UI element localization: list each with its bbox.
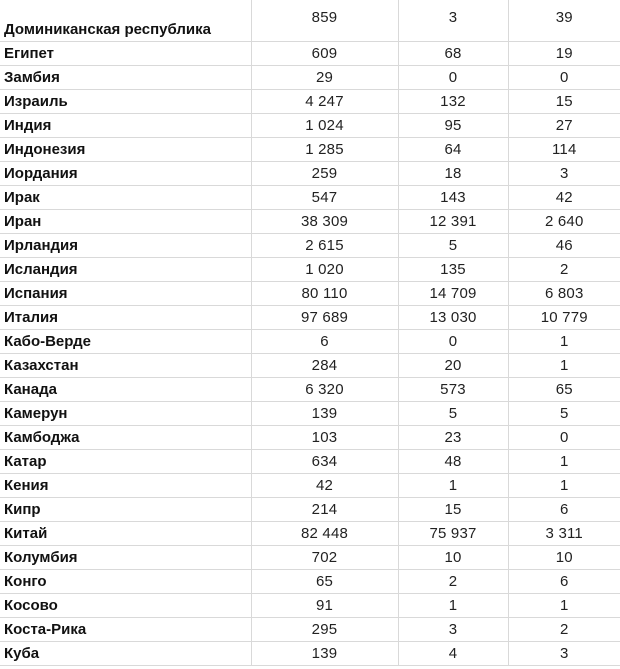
cases-cell: 139	[251, 402, 398, 426]
cases-cell: 609	[251, 42, 398, 66]
cases-cell: 214	[251, 498, 398, 522]
country-name-cell: Израиль	[0, 90, 251, 114]
table-row	[0, 642, 620, 666]
deaths-cell: 3 311	[508, 522, 620, 546]
recovered-cell: 573	[398, 378, 508, 402]
country-name-cell: Кабо-Верде	[0, 330, 251, 354]
table-row	[0, 402, 620, 426]
deaths-cell: 5	[508, 402, 620, 426]
table-row	[0, 282, 620, 306]
country-name-cell: Испания	[0, 282, 251, 306]
country-name-cell: Кипр	[0, 498, 251, 522]
recovered-cell: 13 030	[398, 306, 508, 330]
table-row	[0, 0, 620, 42]
table-row	[0, 114, 620, 138]
cases-cell: 859	[251, 0, 398, 42]
recovered-cell: 0	[398, 330, 508, 354]
cases-cell: 29	[251, 66, 398, 90]
recovered-cell: 64	[398, 138, 508, 162]
deaths-cell: 1	[508, 330, 620, 354]
cases-cell: 139	[251, 642, 398, 666]
cases-cell: 1 285	[251, 138, 398, 162]
recovered-cell: 132	[398, 90, 508, 114]
recovered-cell: 0	[398, 66, 508, 90]
recovered-cell: 48	[398, 450, 508, 474]
table-row	[0, 90, 620, 114]
recovered-cell: 143	[398, 186, 508, 210]
deaths-cell: 1	[508, 354, 620, 378]
country-name-cell: Катар	[0, 450, 251, 474]
deaths-cell: 10	[508, 546, 620, 570]
recovered-cell: 5	[398, 402, 508, 426]
deaths-cell: 3	[508, 162, 620, 186]
deaths-cell: 1	[508, 474, 620, 498]
table-row	[0, 426, 620, 450]
cases-cell: 295	[251, 618, 398, 642]
cases-cell: 634	[251, 450, 398, 474]
country-name-cell: Косово	[0, 594, 251, 618]
table-row	[0, 354, 620, 378]
recovered-cell: 1	[398, 474, 508, 498]
cases-cell: 38 309	[251, 210, 398, 234]
recovered-cell: 3	[398, 618, 508, 642]
deaths-cell: 65	[508, 378, 620, 402]
table-row	[0, 330, 620, 354]
cases-cell: 1 024	[251, 114, 398, 138]
cases-cell: 42	[251, 474, 398, 498]
recovered-cell: 75 937	[398, 522, 508, 546]
recovered-cell: 23	[398, 426, 508, 450]
table-row	[0, 498, 620, 522]
country-name-cell: Ирак	[0, 186, 251, 210]
deaths-cell: 6 803	[508, 282, 620, 306]
country-name-cell: Иран	[0, 210, 251, 234]
recovered-cell: 2	[398, 570, 508, 594]
cases-cell: 2 615	[251, 234, 398, 258]
table-row	[0, 618, 620, 642]
table-row	[0, 66, 620, 90]
country-name-cell: Замбия	[0, 66, 251, 90]
country-name-cell: Индия	[0, 114, 251, 138]
table-row	[0, 42, 620, 66]
recovered-cell: 4	[398, 642, 508, 666]
deaths-cell: 0	[508, 66, 620, 90]
cases-cell: 6 320	[251, 378, 398, 402]
cases-cell: 82 448	[251, 522, 398, 546]
cases-cell: 4 247	[251, 90, 398, 114]
cases-cell: 97 689	[251, 306, 398, 330]
cases-cell: 65	[251, 570, 398, 594]
table-row	[0, 594, 620, 618]
cases-cell: 91	[251, 594, 398, 618]
country-name-cell: Индонезия	[0, 138, 251, 162]
deaths-cell: 10 779	[508, 306, 620, 330]
country-name-cell: Куба	[0, 642, 251, 666]
country-name-cell: Кения	[0, 474, 251, 498]
country-name-cell: Камерун	[0, 402, 251, 426]
country-name-cell: Коста-Рика	[0, 618, 251, 642]
table-row	[0, 378, 620, 402]
cases-cell: 103	[251, 426, 398, 450]
deaths-cell: 2	[508, 258, 620, 282]
country-name-cell: Казахстан	[0, 354, 251, 378]
deaths-cell: 6	[508, 570, 620, 594]
recovered-cell: 5	[398, 234, 508, 258]
deaths-cell: 42	[508, 186, 620, 210]
recovered-cell: 135	[398, 258, 508, 282]
cases-cell: 80 110	[251, 282, 398, 306]
table-row	[0, 450, 620, 474]
country-name-cell: Италия	[0, 306, 251, 330]
country-name-cell: Камбоджа	[0, 426, 251, 450]
table-row	[0, 570, 620, 594]
country-name-cell: Китай	[0, 522, 251, 546]
recovered-cell: 14 709	[398, 282, 508, 306]
table-row	[0, 234, 620, 258]
cases-cell: 547	[251, 186, 398, 210]
country-name-cell: Ирландия	[0, 234, 251, 258]
table-row	[0, 162, 620, 186]
recovered-cell: 12 391	[398, 210, 508, 234]
recovered-cell: 18	[398, 162, 508, 186]
table-row	[0, 306, 620, 330]
country-name-cell: Египет	[0, 42, 251, 66]
deaths-cell: 15	[508, 90, 620, 114]
country-name-cell: Конго	[0, 570, 251, 594]
deaths-cell: 46	[508, 234, 620, 258]
cases-cell: 259	[251, 162, 398, 186]
deaths-cell: 39	[508, 0, 620, 42]
deaths-cell: 6	[508, 498, 620, 522]
deaths-cell: 0	[508, 426, 620, 450]
deaths-cell: 19	[508, 42, 620, 66]
deaths-cell: 114	[508, 138, 620, 162]
recovered-cell: 95	[398, 114, 508, 138]
table-row	[0, 258, 620, 282]
deaths-cell: 1	[508, 594, 620, 618]
deaths-cell: 2 640	[508, 210, 620, 234]
deaths-cell: 2	[508, 618, 620, 642]
table-row	[0, 474, 620, 498]
recovered-cell: 20	[398, 354, 508, 378]
table-row	[0, 138, 620, 162]
cases-cell: 6	[251, 330, 398, 354]
table-row	[0, 522, 620, 546]
recovered-cell: 10	[398, 546, 508, 570]
cases-cell: 1 020	[251, 258, 398, 282]
cases-cell: 702	[251, 546, 398, 570]
country-name-cell: Иордания	[0, 162, 251, 186]
deaths-cell: 1	[508, 450, 620, 474]
recovered-cell: 3	[398, 0, 508, 42]
recovered-cell: 15	[398, 498, 508, 522]
recovered-cell: 68	[398, 42, 508, 66]
recovered-cell: 1	[398, 594, 508, 618]
country-name-cell: Доминиканская республика	[0, 0, 251, 42]
deaths-cell: 3	[508, 642, 620, 666]
cases-cell: 284	[251, 354, 398, 378]
table-row	[0, 210, 620, 234]
deaths-cell: 27	[508, 114, 620, 138]
table-row	[0, 186, 620, 210]
country-name-cell: Исландия	[0, 258, 251, 282]
table-row	[0, 546, 620, 570]
country-name-cell: Колумбия	[0, 546, 251, 570]
country-name-cell: Канада	[0, 378, 251, 402]
